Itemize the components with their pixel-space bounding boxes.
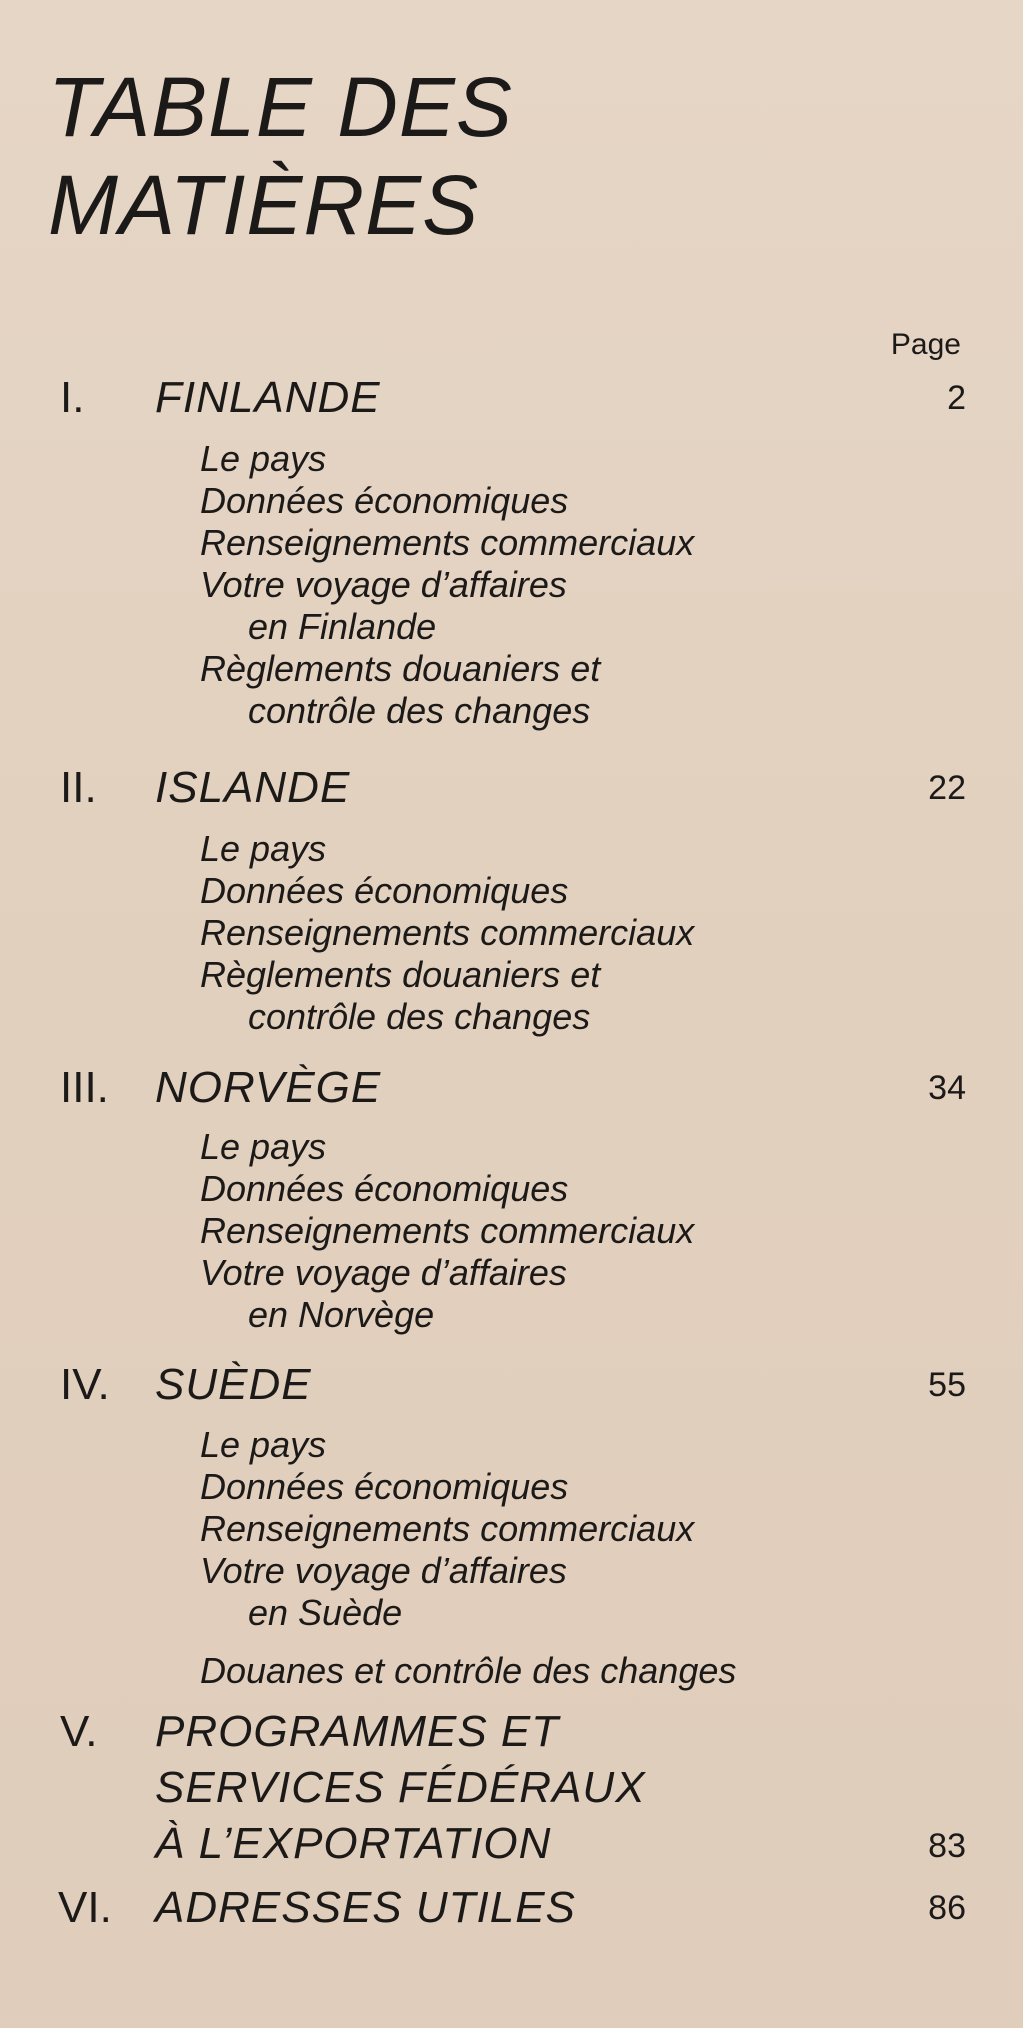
toc-section-suede[interactable]	[0, 1355, 1023, 1415]
toc-section-islande[interactable]	[0, 758, 1023, 818]
toc-entry[interactable]: Renseignements commerciaux	[200, 522, 695, 563]
section-number: IV.	[60, 1360, 110, 1409]
toc-entry[interactable]: Données économiques	[200, 1466, 569, 1507]
title-line-2: MATIÈRES	[48, 158, 480, 252]
toc-entry[interactable]: Votre voyage d’affaires	[200, 564, 567, 605]
toc-entry[interactable]: Le pays	[200, 1126, 327, 1167]
toc-entry[interactable]: Règlements douaniers et	[200, 954, 601, 995]
section-title-line-3: À L’EXPORTATION	[155, 1819, 552, 1868]
toc-entry[interactable]: contrôle des changes	[248, 690, 591, 731]
page-column-label: Page	[890, 328, 961, 361]
toc-entry[interactable]: Règlements douaniers et	[200, 648, 601, 689]
section-page-number: 86	[928, 1889, 966, 1927]
toc-section-adresses[interactable]	[0, 1878, 1023, 1938]
section-title: ADRESSES UTILES	[155, 1883, 576, 1932]
toc-entry[interactable]: Votre voyage d’affaires	[200, 1252, 567, 1293]
toc-section-programmes[interactable]	[0, 1702, 1023, 1882]
section-page-number: 34	[928, 1069, 966, 1107]
toc-entry[interactable]: Données économiques	[200, 870, 569, 911]
toc-entry[interactable]: Le pays	[200, 438, 327, 479]
toc-entry[interactable]: en Finlande	[248, 606, 437, 647]
toc-entry[interactable]: en Norvège	[248, 1294, 435, 1335]
toc-entry[interactable]: Votre voyage d’affaires	[200, 1550, 567, 1591]
title-line-1: TABLE DES	[48, 60, 513, 154]
toc-section-finlande[interactable]	[0, 368, 1023, 428]
toc-section-norvege[interactable]	[0, 1058, 1023, 1118]
section-title: NORVÈGE	[155, 1063, 382, 1112]
toc-entry[interactable]: Douanes et contrôle des changes	[200, 1650, 737, 1691]
section-number: V.	[60, 1707, 98, 1756]
section-page-number: 55	[928, 1366, 966, 1404]
section-page-number: 2	[947, 379, 966, 417]
section-number: III.	[60, 1063, 109, 1112]
toc-entry[interactable]: Le pays	[200, 1424, 327, 1465]
section-title	[155, 1704, 646, 1872]
toc-entry[interactable]: Renseignements commerciaux	[200, 912, 695, 953]
section-page-number: 22	[928, 769, 966, 807]
toc-entry[interactable]: contrôle des changes	[248, 996, 591, 1037]
section-page-number: 83	[928, 1827, 966, 1865]
toc-entry[interactable]: Renseignements commerciaux	[200, 1508, 695, 1549]
section-number: VI.	[58, 1883, 112, 1932]
toc-entry[interactable]: Le pays	[200, 828, 327, 869]
section-title: SUÈDE	[155, 1360, 312, 1409]
toc-entry[interactable]: Données économiques	[200, 480, 569, 521]
section-number: II.	[60, 763, 97, 812]
page-title	[48, 58, 513, 254]
toc-entry[interactable]: Renseignements commerciaux	[200, 1210, 695, 1251]
toc-entry[interactable]: Données économiques	[200, 1168, 569, 1209]
section-title-line-1: PROGRAMMES ET	[155, 1707, 560, 1756]
toc-entry[interactable]: en Suède	[248, 1592, 403, 1633]
section-number: I.	[60, 373, 85, 422]
section-title: ISLANDE	[155, 763, 351, 812]
section-title: FINLANDE	[155, 373, 381, 422]
section-title-line-2: SERVICES FÉDÉRAUX	[155, 1763, 646, 1812]
